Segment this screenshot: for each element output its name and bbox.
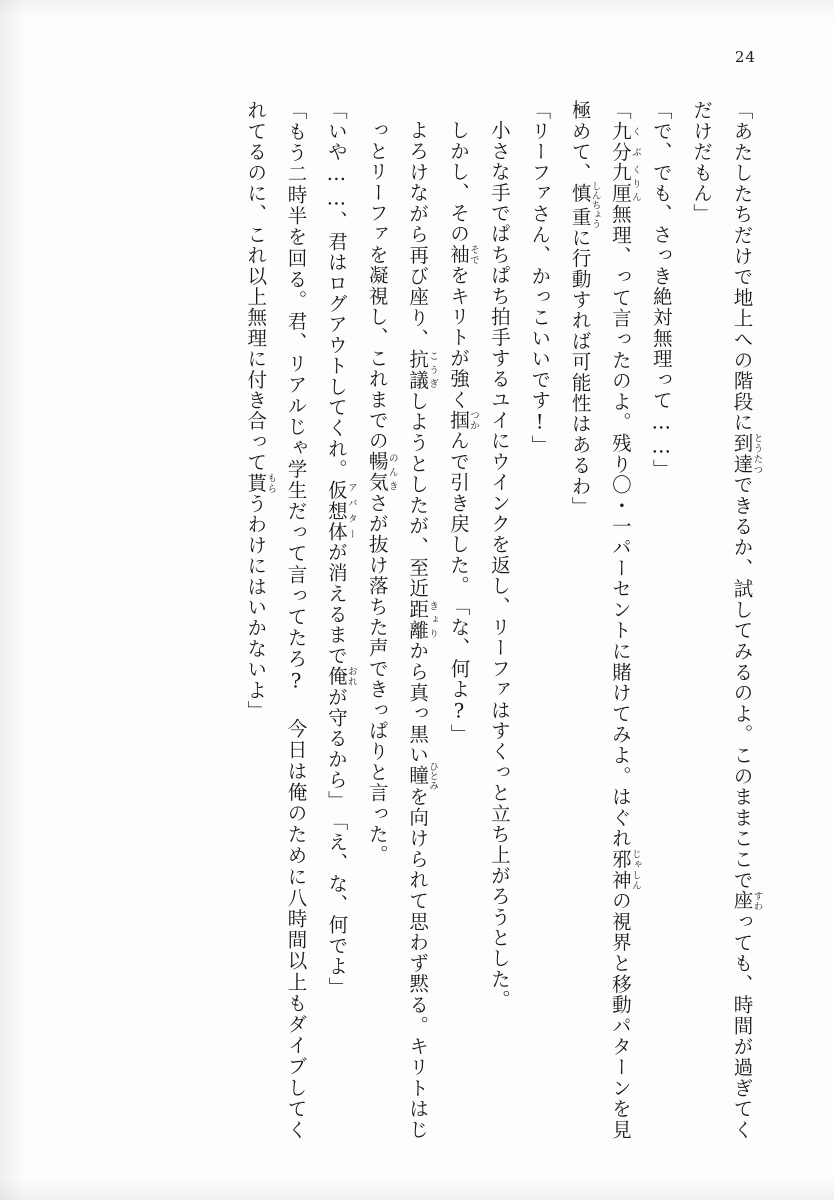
scan-edge-top	[0, 0, 834, 20]
paragraph: 「九分くぶ九厘くりん無理、って言ったのよ。残り〇・一パーセントに賭けてみよ。はぐれ邪神じゃしんの視界と移動パターンを見極めて、慎重しんちょうに行動すれば可能性はあるわ」	[568, 100, 641, 1141]
paragraph: 「いや……、君はログアウトしてくれ。仮想体アバターが消えるまで俺おれが守るから」	[324, 100, 357, 811]
page-number: 24	[734, 48, 756, 66]
paragraph: 「な、何よ?」	[447, 596, 471, 745]
paragraph: 小さな手でぱちぱち拍手するユイにウインクを返し、リーファはすくっと立ち上がろうとした。	[487, 120, 511, 1011]
scan-edge-left	[0, 0, 26, 1200]
paragraph: よろけながら再び座り、抗議こうぎしようとしたが、至近距離きょりから真っ黒い瞳ひとみを向けられて思わず黙る。キリトはじっとリーファを凝視し、これまでの暢気のんきさが抜け落ちた声できっぱりと言った。	[365, 120, 439, 1140]
scan-edge-bottom	[0, 1178, 834, 1200]
paragraph: 「で、でも、さっき絶対無理って……」	[649, 100, 673, 480]
paragraph: 「あたしたちだけで地上への階段に到達とうたつできるか、試してみるのよ。このままここで座すわっても、時間が過ぎてくだけだもん」	[690, 100, 763, 1141]
vertical-text-body	[72, 100, 762, 1140]
paragraph: しかし、その袖そでをキリトが強く掴つかんで引き戻した。	[446, 120, 479, 597]
paragraph: 「もう二時半を回る。君、リアルじゃ学生だって言ってたろ? 今日は俺のために八時間以上もダイブしてくれてるのに、これ以上無理に付き合って貰もらうわけにはいかないよ」	[244, 100, 308, 1140]
paragraph: 「リーファさん、かっこいいです!」	[528, 100, 552, 456]
paragraph: 「え、な、何でよ」	[325, 810, 349, 998]
